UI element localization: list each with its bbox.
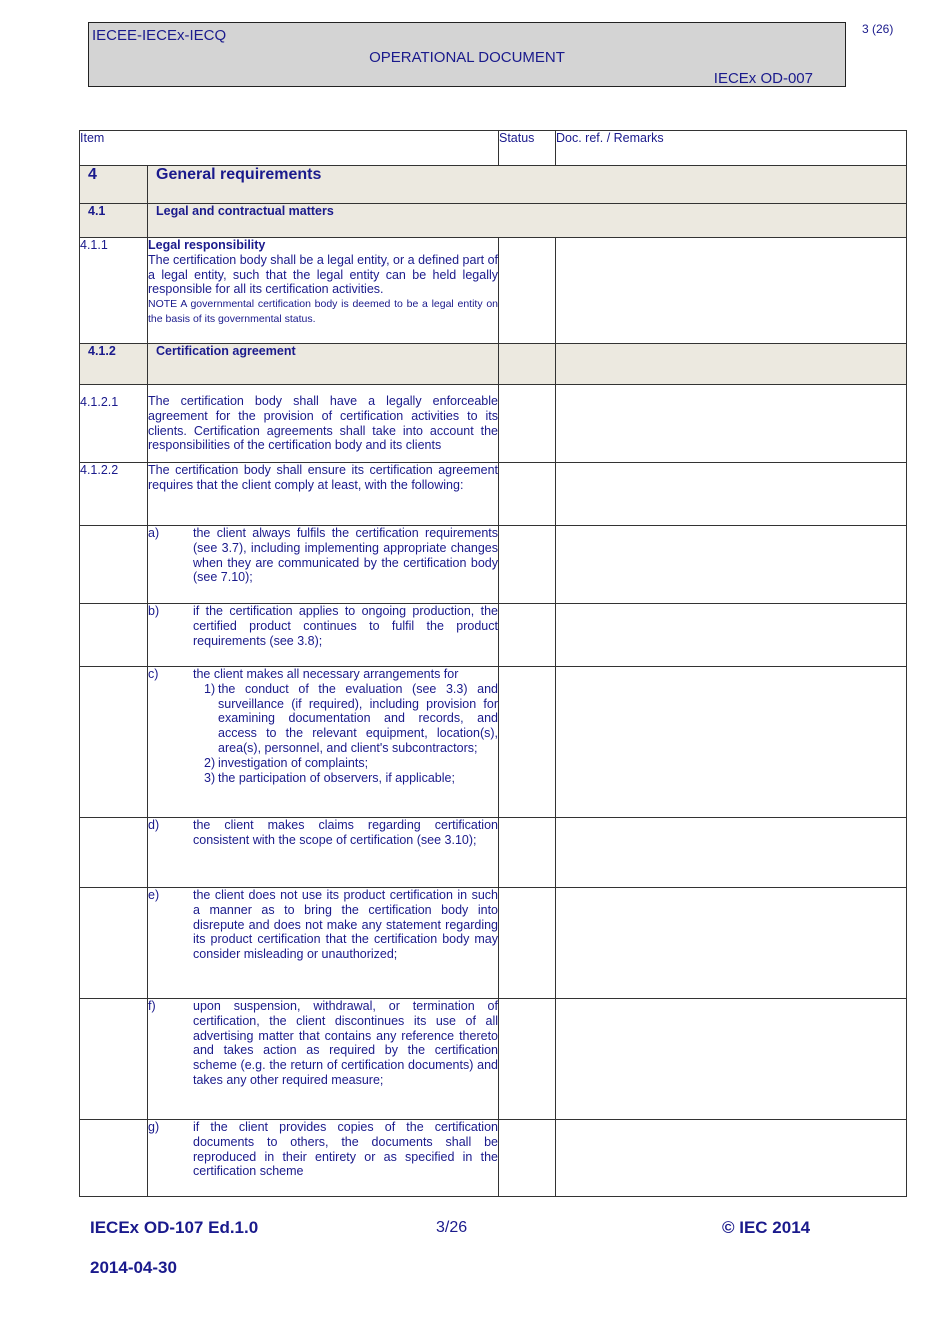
- status-cell[interactable]: [499, 526, 556, 604]
- status-cell[interactable]: [499, 344, 556, 385]
- subitem-label: e): [148, 888, 160, 902]
- subitem-text: if the certification applies to ongoing production, the certified product continues to fulfil the product requirements (see 3.8);: [193, 604, 498, 648]
- table-header-row: [80, 131, 907, 166]
- page-counter: 3 (26): [862, 22, 894, 36]
- status-cell[interactable]: [499, 604, 556, 667]
- remarks-cell[interactable]: [556, 999, 907, 1120]
- item-note: NOTE A governmental certification body is deemed to be a legal entity on the basis of its governmental status.: [148, 298, 498, 325]
- footer-doc-id: IECEx OD-107 Ed.1.0: [90, 1218, 259, 1237]
- list-item: [80, 818, 907, 888]
- requirements-table: [79, 130, 907, 1197]
- item-number: 4.1.2: [80, 344, 148, 385]
- remarks-cell[interactable]: [556, 385, 907, 463]
- subitem-text: the client makes all necessary arrangements for: [193, 667, 459, 681]
- status-cell[interactable]: [499, 463, 556, 526]
- nested-label: 3): [204, 770, 216, 785]
- column-header-status: Status: [499, 131, 556, 166]
- nested-list: [193, 682, 498, 786]
- header-doc-id: IECEx OD-007: [713, 70, 813, 87]
- item-number: 4.1.2.1: [80, 385, 148, 463]
- remarks-cell[interactable]: [556, 238, 907, 344]
- remarks-cell[interactable]: [556, 1120, 907, 1197]
- nested-label: 1): [204, 681, 216, 696]
- status-cell[interactable]: [499, 238, 556, 344]
- remarks-cell[interactable]: [556, 463, 907, 526]
- remarks-cell[interactable]: [556, 818, 907, 888]
- remarks-cell[interactable]: [556, 604, 907, 667]
- subitem-label: a): [148, 526, 160, 540]
- remarks-cell[interactable]: [556, 667, 907, 818]
- subitem-text: the client does not use its product certification in such a manner as to bring the certification body into disrepute and does not make any statement regarding its product certification that the certification body may consider misleading or unauthorized;: [193, 888, 498, 962]
- footer-date: 2014-04-30: [90, 1258, 177, 1277]
- subsection-title: Legal and contractual matters: [148, 204, 907, 238]
- nested-text: the participation of observers, if applicable;: [218, 770, 455, 785]
- item-text: [148, 238, 499, 344]
- remarks-cell[interactable]: [556, 526, 907, 604]
- header-title: OPERATIONAL DOCUMENT: [369, 49, 565, 66]
- nested-text: investigation of complaints;: [218, 755, 369, 770]
- footer-page-number: 3/26: [436, 1219, 468, 1236]
- footer-copyright: © IEC 2014: [722, 1218, 811, 1237]
- subsection-row: [80, 204, 907, 238]
- document-header: [88, 22, 846, 87]
- status-cell[interactable]: [499, 888, 556, 999]
- subitem-label: b): [148, 604, 160, 618]
- status-cell[interactable]: [499, 818, 556, 888]
- subitem-label: d): [148, 818, 160, 832]
- section-number: 4: [80, 166, 148, 204]
- status-cell[interactable]: [499, 999, 556, 1120]
- item-heading: Legal responsibility: [148, 238, 266, 252]
- status-cell[interactable]: [499, 667, 556, 818]
- column-header-item: Item: [80, 131, 499, 166]
- header-org: IECEE-IECEx-IECQ: [92, 27, 227, 44]
- subitem-label: g): [148, 1120, 160, 1134]
- status-cell[interactable]: [499, 385, 556, 463]
- section-title: General requirements: [148, 166, 907, 204]
- subitem-label: f): [148, 999, 156, 1013]
- subitem-label: c): [148, 667, 159, 681]
- nested-text: the conduct of the evaluation (see 3.3) and surveillance (if required), including provision for examining documentation and records, and access to the relevant equipment, location(s), area(s), personnel, and client's subcontractors;: [218, 681, 498, 755]
- remarks-cell[interactable]: [556, 888, 907, 999]
- list-item: [80, 1120, 907, 1197]
- subitem-text: upon suspension, withdrawal, or termination of certification, the client discontinues its use of all advertising matter that contains any reference thereto and takes action as required by the certification scheme (e.g. the return of certification documents) and takes any other required measure;: [193, 999, 498, 1087]
- list-item: [80, 888, 907, 999]
- table-row: [80, 238, 907, 344]
- subsection-number: 4.1: [80, 204, 148, 238]
- item-body: The certification body shall have a legally enforceable agreement for the provision of certification activities to its clients. Certification agreements shall take into account the responsibilities of the certification body and its clients: [148, 385, 499, 463]
- item-number: 4.1.2.2: [80, 463, 148, 526]
- list-item: [80, 604, 907, 667]
- subitem-text: the client always fulfils the certification requirements (see 3.7), including implementing appropriate changes when they are communicated by the certification body (see 7.10);: [193, 526, 498, 585]
- nested-label: 2): [204, 755, 216, 770]
- remarks-cell[interactable]: [556, 344, 907, 385]
- status-cell[interactable]: [499, 1120, 556, 1197]
- section-row: [80, 166, 907, 204]
- subitem-text: if the client provides copies of the certification documents to others, the documents shall be reproduced in their entirety or as specified in the certification scheme: [193, 1120, 498, 1179]
- list-item: [80, 999, 907, 1120]
- list-item: [80, 526, 907, 604]
- item-number: 4.1.1: [80, 238, 148, 344]
- subsection-row: [80, 344, 907, 385]
- item-title: Certification agreement: [148, 344, 499, 385]
- column-header-remarks: Doc. ref. / Remarks: [556, 131, 907, 166]
- list-item: [80, 667, 907, 818]
- table-row: [80, 385, 907, 463]
- item-body: The certification body shall be a legal entity, or a defined part of a legal entity, such that the legal entity can be held legally responsible for all its certification activities.: [148, 252, 498, 297]
- subitem-text: the client makes claims regarding certification consistent with the scope of certification (see 3.10);: [193, 818, 498, 847]
- item-body: The certification body shall ensure its certification agreement requires that the client comply at least, with the following:: [148, 463, 499, 526]
- table-row: [80, 463, 907, 526]
